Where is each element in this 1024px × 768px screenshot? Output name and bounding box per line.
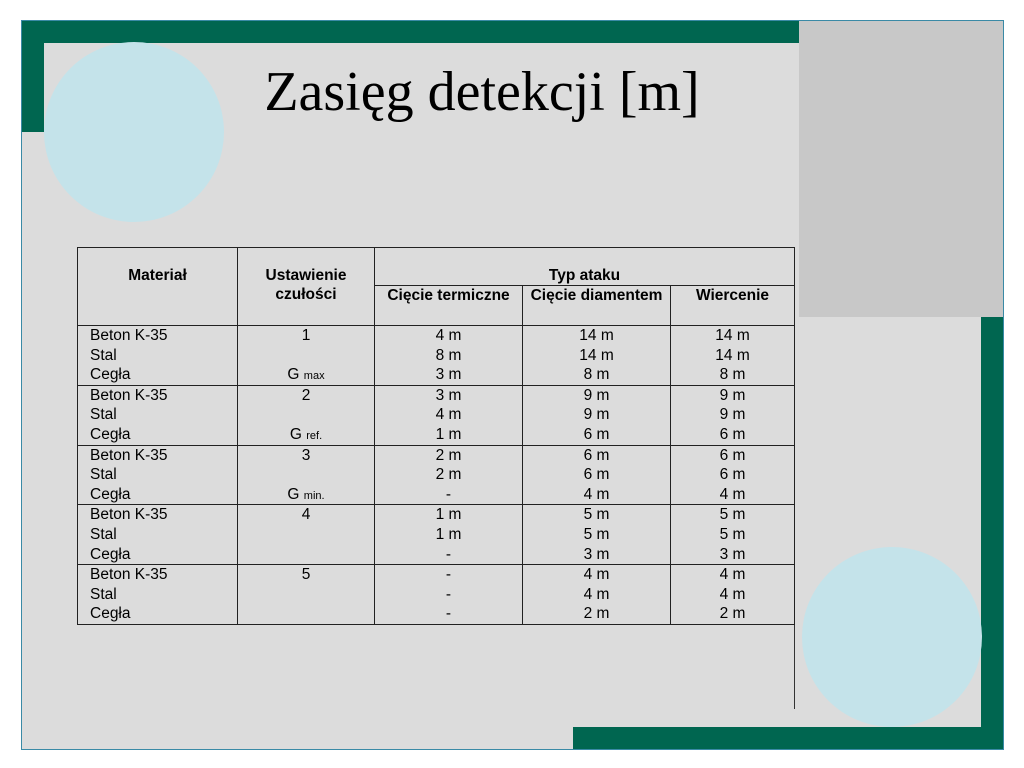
material-name: Stal — [90, 346, 117, 364]
sensitivity-cell — [238, 445, 375, 505]
header-sensitivity: Ustawienie czułości — [238, 248, 375, 326]
drilling-range-cell — [671, 326, 795, 386]
material-name: Cegła — [90, 425, 131, 443]
thermal-range-cell — [375, 445, 523, 505]
drilling-range: 4 m — [719, 585, 746, 603]
thermal-range: 1 m — [435, 506, 462, 524]
material-cell — [78, 326, 238, 386]
decor-green-right-bar — [981, 317, 1003, 749]
spacer-line — [238, 525, 374, 545]
thermal-range: 1 m — [435, 525, 462, 543]
thermal-range: - — [445, 585, 452, 603]
drilling-range-cell — [671, 445, 795, 505]
drilling-range: 5 m — [719, 506, 746, 524]
diamond-range: 4 m — [583, 485, 610, 503]
slide-title-wrapper — [0, 60, 1024, 124]
diamond-range: 9 m — [583, 406, 610, 424]
drilling-range-cell — [671, 565, 795, 625]
drilling-range: 5 m — [719, 525, 746, 543]
drilling-range: 14 m — [715, 327, 750, 344]
sensitivity-gain — [238, 425, 374, 445]
sensitivity-level: 2 — [301, 386, 311, 404]
material-cell — [78, 565, 238, 625]
sensitivity-level: 3 — [301, 446, 311, 464]
diamond-range: 4 m — [583, 585, 610, 603]
thermal-range: - — [445, 545, 452, 563]
drilling-range: 3 m — [719, 545, 746, 563]
gain-sub-label: ref. — [306, 429, 323, 442]
gain-label: G — [289, 425, 302, 443]
table-row — [78, 565, 795, 625]
diamond-range: 3 m — [583, 545, 610, 563]
thermal-range: 1 m — [435, 425, 462, 443]
diamond-range: 5 m — [583, 525, 610, 543]
material-name: Cegła — [90, 366, 131, 384]
spacer-line — [238, 585, 374, 605]
material-name: Stal — [90, 585, 117, 603]
gain-sub-label: min. — [303, 489, 325, 502]
sensitivity-cell — [238, 565, 375, 625]
sensitivity-level: 1 — [301, 327, 311, 344]
table-row — [78, 385, 795, 445]
drilling-range: 6 m — [719, 466, 746, 484]
spacer-line — [238, 465, 374, 485]
decor-green-bottom-bar — [573, 727, 1003, 749]
diamond-range: 2 m — [583, 605, 610, 623]
material-name: Stal — [90, 406, 117, 424]
material-name: Stal — [90, 525, 117, 543]
thermal-range-cell — [375, 565, 523, 625]
diamond-range: 14 m — [579, 346, 614, 364]
diamond-range-cell — [523, 385, 671, 445]
decor-green-top-bar — [22, 21, 799, 43]
diamond-range: 6 m — [583, 425, 610, 443]
thermal-range: 3 m — [435, 386, 462, 404]
table-row — [78, 505, 795, 565]
spacer-line — [238, 346, 374, 366]
diamond-range: 8 m — [583, 366, 610, 384]
sensitivity-cell — [238, 385, 375, 445]
diamond-range-cell — [523, 445, 671, 505]
material-cell — [78, 445, 238, 505]
detection-range-table — [77, 247, 795, 625]
diamond-range-cell — [523, 565, 671, 625]
thermal-range: 3 m — [435, 366, 462, 384]
sensitivity-gain — [238, 485, 374, 505]
gain-label: G — [287, 366, 300, 384]
diamond-range: 9 m — [583, 386, 610, 404]
material-name: Beton K-35 — [90, 506, 168, 524]
sensitivity-gain — [238, 365, 374, 385]
gain-sub-label: max — [303, 370, 325, 383]
sensitivity-gain — [238, 604, 374, 624]
diamond-range: 6 m — [583, 466, 610, 484]
thermal-range: 4 m — [435, 327, 462, 344]
thermal-range-cell — [375, 385, 523, 445]
drilling-range: 6 m — [719, 446, 746, 464]
spacer-line — [238, 405, 374, 425]
diamond-range-cell — [523, 326, 671, 386]
header-diamond-cutting: Cięcie diamentem — [523, 286, 671, 326]
drilling-range: 14 m — [715, 346, 750, 364]
drilling-range-cell — [671, 385, 795, 445]
material-name: Beton K-35 — [90, 566, 168, 584]
thermal-range: 2 m — [435, 446, 462, 464]
drilling-range: 4 m — [719, 566, 746, 584]
drilling-range: 9 m — [719, 406, 746, 424]
table-row — [78, 445, 795, 505]
header-material: Materiał — [78, 248, 238, 326]
sensitivity-cell — [238, 505, 375, 565]
header-attack-type: Typ ataku — [375, 248, 795, 286]
thermal-range-cell — [375, 505, 523, 565]
table-row — [78, 326, 795, 386]
thermal-range: - — [445, 605, 452, 623]
drilling-range: 9 m — [719, 386, 746, 404]
drilling-range: 8 m — [719, 366, 746, 384]
sensitivity-level: 5 — [301, 566, 311, 584]
gain-label: G — [287, 485, 300, 503]
drilling-range: 4 m — [719, 485, 746, 503]
diamond-range: 5 m — [583, 506, 610, 524]
sensitivity-gain — [238, 545, 374, 565]
diamond-range-cell — [523, 505, 671, 565]
material-name: Beton K-35 — [90, 386, 168, 404]
diamond-range: 14 m — [579, 327, 614, 344]
sensitivity-cell — [238, 326, 375, 386]
slide-title: Zasięg detekcji [m] — [264, 61, 700, 123]
header-drilling: Wiercenie — [671, 286, 795, 326]
diamond-range: 4 m — [583, 566, 610, 584]
thermal-range: 4 m — [435, 406, 462, 424]
decor-circle-bottom-right — [802, 547, 982, 727]
material-cell — [78, 505, 238, 565]
drilling-range: 6 m — [719, 425, 746, 443]
material-name: Stal — [90, 466, 117, 484]
thermal-range: - — [445, 566, 452, 584]
sensitivity-level: 4 — [301, 506, 311, 524]
material-name: Cegła — [90, 605, 131, 623]
material-name: Cegła — [90, 485, 131, 503]
material-name: Cegła — [90, 545, 131, 563]
material-cell — [78, 385, 238, 445]
thermal-range: 8 m — [435, 346, 462, 364]
header-thermal-cutting: Cięcie termiczne — [375, 286, 523, 326]
table-body — [78, 326, 795, 625]
diamond-range: 6 m — [583, 446, 610, 464]
thermal-range-cell — [375, 326, 523, 386]
thermal-range: - — [445, 485, 452, 503]
drilling-range-cell — [671, 505, 795, 565]
thermal-range: 2 m — [435, 466, 462, 484]
material-name: Beton K-35 — [90, 446, 168, 464]
material-name: Beton K-35 — [90, 327, 168, 344]
drilling-range: 2 m — [719, 605, 746, 623]
